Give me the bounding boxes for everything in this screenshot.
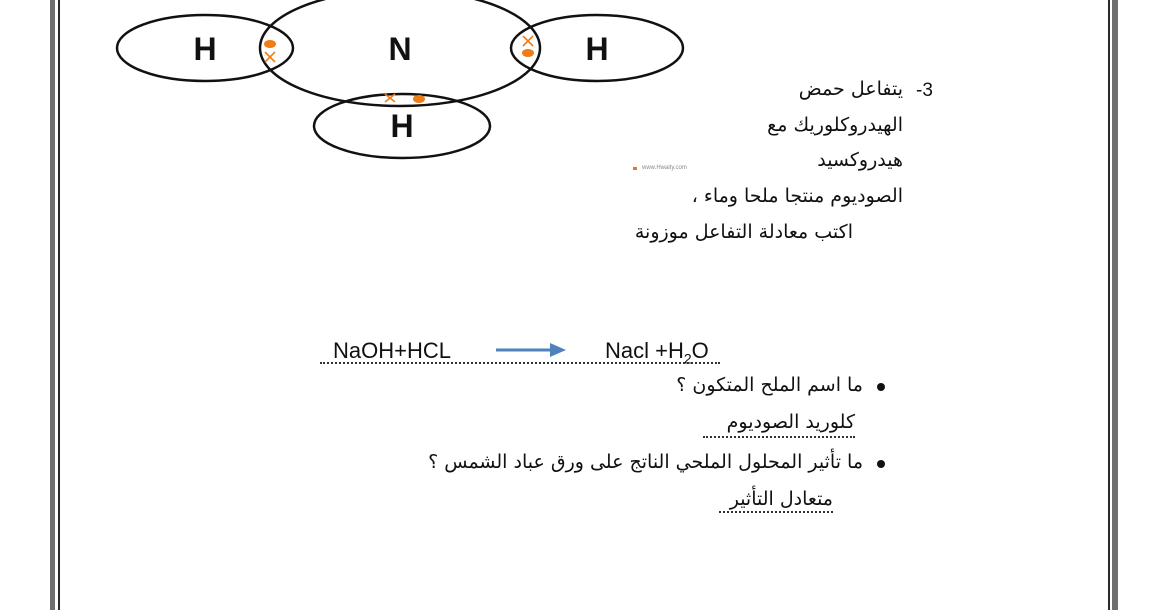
sub-answer-1: كلوريد الصوديوم <box>726 411 855 433</box>
bullet <box>877 460 885 468</box>
electron-cross <box>523 36 533 46</box>
sub-answer-2: متعادل التأثير <box>729 488 833 510</box>
bottom-h-label: H <box>390 108 414 144</box>
sub-question-1: ما اسم الملح المتكون ؟ <box>676 374 863 396</box>
answer-line-1 <box>703 436 855 438</box>
equation-answer-line <box>320 362 720 364</box>
equation-products-prefix: Nacl +H <box>605 338 684 363</box>
equation-subscript: 2 <box>683 350 692 367</box>
electron-dot <box>264 40 276 48</box>
question-line-2: الهيدروكلوريك مع <box>767 114 903 136</box>
sub-question-2: ما تأثير المحلول الملحي الناتج على ورق عباد الشمس ؟ <box>428 451 863 473</box>
watermark-text: www.Hwaity.com <box>642 165 687 171</box>
question-number: -3 <box>916 80 933 101</box>
electron-dot <box>413 95 425 103</box>
question-line-1: يتفاعل حمض <box>798 78 903 100</box>
question-line-4: الصوديوم منتجا ملحا وماء ، <box>691 185 903 207</box>
reaction-arrow <box>496 343 566 357</box>
equation-reactants: NaOH+HCL <box>333 338 451 363</box>
right-h-label: H <box>585 31 609 67</box>
question-line-5: اكتب معادلة التفاعل موزونة <box>634 221 853 243</box>
electron-cross <box>265 52 275 62</box>
equation-products-suffix: O <box>691 338 709 363</box>
watermark-logo <box>633 167 637 170</box>
answer-line-2 <box>719 511 833 513</box>
left-h-label: H <box>193 31 217 67</box>
question-line-3: هيدروكسيد <box>817 149 903 171</box>
electron-dot <box>522 49 534 57</box>
n-label: N <box>388 31 412 67</box>
bullet <box>877 383 885 391</box>
